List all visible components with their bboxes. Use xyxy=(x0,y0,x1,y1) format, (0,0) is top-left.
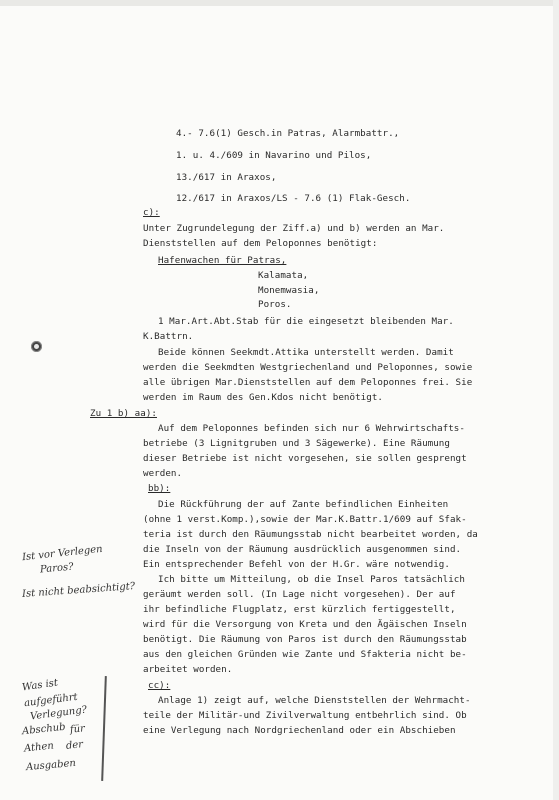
text-line: Ein entsprechender Befehl von der H.Gr. wäre notwendig. xyxy=(143,559,450,570)
text-line: Poros. xyxy=(258,299,292,310)
text-line: 1. u. 4./609 in Navarino und Pilos, xyxy=(176,150,372,161)
text-span: Hafenwachen für Patras, xyxy=(158,255,287,266)
text-line: werden. xyxy=(143,468,183,479)
text-line: Anlage 1) zeigt auf, welche Dienststellen der Wehrmacht- xyxy=(158,695,471,706)
text-line: 13./617 in Araxos, xyxy=(176,172,277,183)
text-line: die Inseln von der Räumung ausdrücklich ausgenommen sind. xyxy=(143,544,462,555)
handwritten-note: Ist nicht beabsichtigt? xyxy=(21,581,136,600)
text-line: Kalamata, xyxy=(258,270,309,281)
text-line: betriebe (3 Lignitgruben und 3 Sägewerke). Eine Räumung xyxy=(143,438,450,449)
page-edge-top xyxy=(0,0,559,6)
handwritten-note: aufgeführt xyxy=(23,691,79,710)
text-line: werden die Seekmdten Westgriechenland und Peloponnes, sowie xyxy=(143,362,473,373)
handwritten-note: für xyxy=(69,723,86,736)
text-line: ihr befindliche Flugplatz, erst kürzlich fertiggestellt, xyxy=(143,604,456,615)
handwritten-note: Abschub xyxy=(21,721,67,738)
handwritten-note: Ist vor Verlegen xyxy=(21,543,104,564)
text-line-underlined xyxy=(158,255,286,266)
text-line: Auf dem Peloponnes befinden sich nur 6 Wehrwirtschafts- xyxy=(158,423,465,434)
text-line: Dienststellen auf dem Peloponnes benötigt: xyxy=(143,238,378,249)
text-line: 4.- 7.6(1) Gesch.in Patras, Alarmbattr., xyxy=(176,128,400,139)
text-line: Ich bitte um Mitteilung, ob die Insel Paros tatsächlich xyxy=(158,574,465,585)
text-line: eine Verlegung nach Nordgriechenland oder ein Abschieben xyxy=(143,725,456,736)
text-line: teile der Militär-und Zivilverwaltung entbehrlich sind. Ob xyxy=(143,710,467,721)
handwritten-note: der xyxy=(65,739,84,752)
text-line: teria ist durch den Räumungsstab nicht bearbeitet worden, da xyxy=(143,529,478,540)
handwritten-note: Was ist xyxy=(21,677,59,694)
text-line: benötigt. Die Räumung von Paros ist durch den Räumungsstab xyxy=(143,634,467,645)
text-line: Beide können Seekmdt.Attika unterstellt werden. Damit xyxy=(158,347,454,358)
section-heading: Zu 1 b) aa): xyxy=(90,408,157,419)
handwritten-note: Ausgaben xyxy=(25,757,77,774)
text-line: werden im Raum des Gen.Kdos nicht benötigt. xyxy=(143,392,383,403)
handwritten-note: Athen xyxy=(23,740,55,755)
text-line: geräumt werden soll. (In Lage nicht vorgesehen). Der auf xyxy=(143,589,456,600)
section-heading: cc): xyxy=(148,680,171,691)
text-line: 12./617 in Araxos/LS - 7.6 (1) Flak-Gesch. xyxy=(176,193,411,204)
punch-hole xyxy=(31,341,42,352)
text-line: aus den gleichen Gründen wie Zante und Sfakteria nicht be- xyxy=(143,649,467,660)
text-line: K.Battrn. xyxy=(143,331,194,342)
text-line: Unter Zugrundelegung der Ziff.a) und b) werden an Mar. xyxy=(143,223,445,234)
text-line: 1 Mar.Art.Abt.Stab für die eingesetzt bleibenden Mar. xyxy=(158,316,454,327)
text-line: alle übrigen Mar.Dienststellen auf dem Peloponnes frei. Sie xyxy=(143,377,473,388)
text-line: dieser Betriebe ist nicht vorgesehen, sie sollen gesprengt xyxy=(143,453,467,464)
text-line: wird für die Versorgung von Kreta und den Ägäischen Inseln xyxy=(143,619,467,630)
text-line: arbeitet worden. xyxy=(143,664,233,675)
text-line: Die Rückführung der auf Zante befindlichen Einheiten xyxy=(158,499,449,510)
section-heading: bb): xyxy=(148,483,171,494)
handwritten-note: Verlegung? xyxy=(29,704,88,723)
handwritten-note: Paros? xyxy=(39,561,74,576)
text-line: (ohne 1 verst.Komp.),sowie der Mar.K.Battr.1/609 auf Sfak- xyxy=(143,514,467,525)
page-edge-right xyxy=(553,0,559,800)
section-heading: c): xyxy=(143,207,160,218)
text-line: Monemwasia, xyxy=(258,285,320,296)
margin-bracket-line xyxy=(101,676,107,781)
